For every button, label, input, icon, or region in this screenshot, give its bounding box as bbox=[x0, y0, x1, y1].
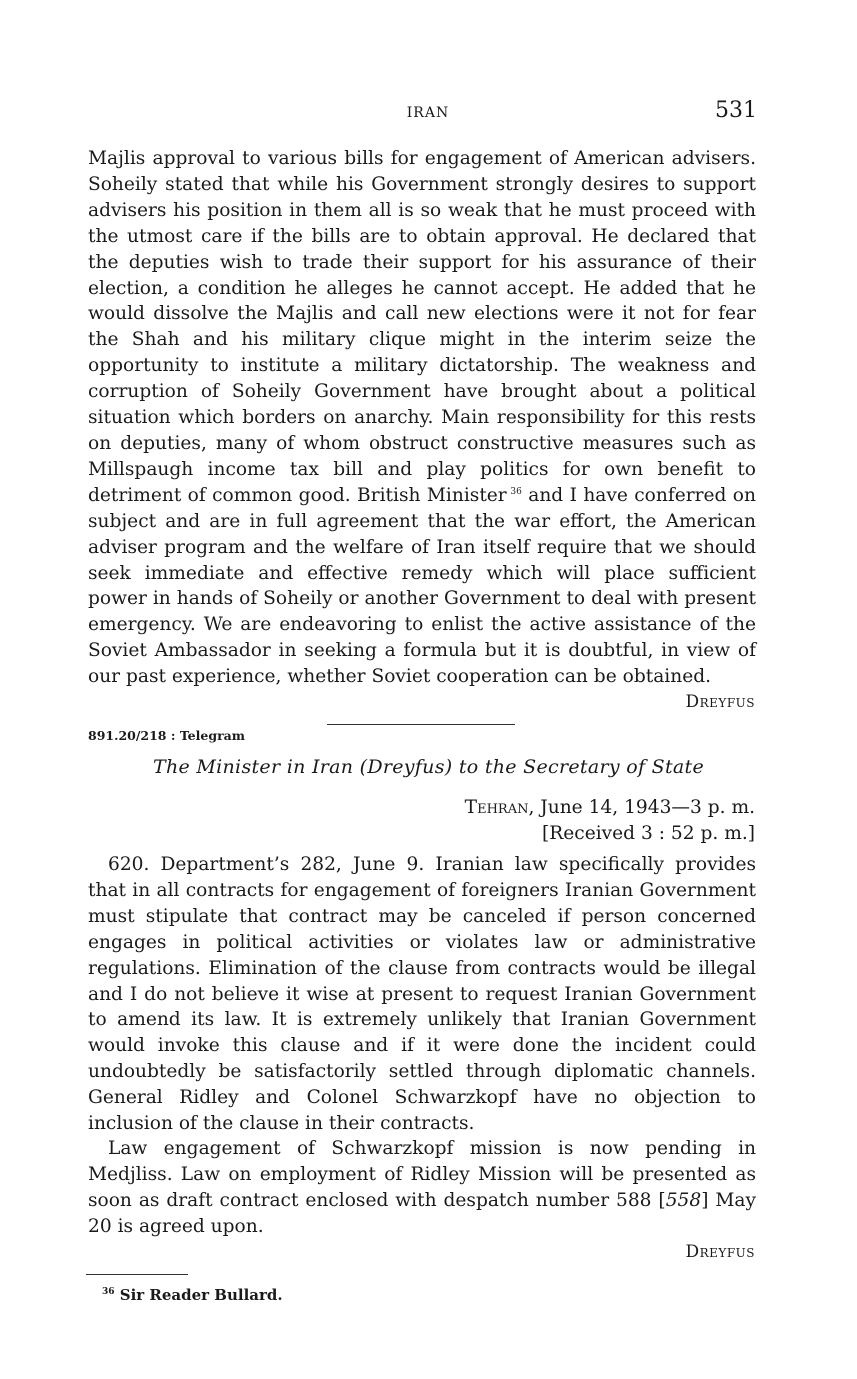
page-number: 531 bbox=[715, 98, 757, 123]
telegram-paragraph-2 bbox=[88, 1136, 756, 1240]
telegram-paragraph-2-end: ] May 20 is agreed upon. bbox=[88, 1189, 756, 1237]
section-separator bbox=[327, 724, 515, 725]
running-head bbox=[0, 98, 857, 128]
file-reference: 891.20/218 : Telegram bbox=[88, 728, 245, 743]
footnote-reference[interactable]: 36 bbox=[510, 486, 522, 497]
dateline-date: , June 14, 1943—3 p. m. bbox=[528, 797, 755, 818]
dateline bbox=[465, 797, 755, 818]
footnote-rule bbox=[86, 1274, 188, 1275]
signature-first: Dreyfus bbox=[685, 692, 755, 712]
telegram-paragraph-2-text: Law engagement of Schwarzkopf mission is now pending in Medjliss. Law on employment of Ridley Mission will be presented as soon as draft contract enclosed with despatch number 588 [ bbox=[88, 1138, 756, 1211]
document-title: The Minister in Iran (Dreyfus) to the Secretary of State bbox=[153, 756, 704, 778]
running-title: IRAN bbox=[406, 105, 450, 121]
despatch-correction: 558 bbox=[665, 1189, 702, 1211]
first-paragraph-text: Majlis approval to various bills for engagement of American advisers. Soheily stated that while his Government strongly desires to support advisers his position in them all is so weak that he must proceed with the utmost care if the bills are to obtain approval. He declared that the deputies wish to trade their support for his assurance of their election, a condition he alleges he cannot accept. He added that he would dissolve the Majlis and call new elections were it not for fear the Shah and his military clique might in the interim seize the opportunity to institute a military dictatorship. The weakness and corruption of Soheily Government have brought about a political situation which borders on anarchy. Main responsibility for this rests on deputies, many of whom obstruct constructive measures such as Millspaugh income tax bill and play politics for own benefit to detriment of common good. British Minister bbox=[88, 148, 756, 506]
first-paragraph-text-continued: and I have conferred on subject and are in full agreement that the war effort, the American adviser program and the welfare of Iran itself require that we should seek immediate and effective remedy which will place sufficient power in hands of Soheily or another Government to deal with present emergency. We are endeavoring to enlist the active assistance of the Soviet Ambassador in seeking a formula but it is doubtful, in view of our past experience, whether Soviet cooperation can be obtained. bbox=[88, 484, 756, 688]
telegram-paragraph-1: 620. Department’s 282, June 9. Iranian law specifically provides that in all contracts for engagement of foreigners Iranian Government must stipulate that contract may be canceled if person concerned engages in political activities or violates law or administrative regulations. Elimination of the clause from contracts would be illegal and I do not believe it wise at present to request Iranian Government to amend its law. It is extremely unlikely that Iranian Government would invoke this clause and if it were done the incident could undoubtedly be satisfactorily settled through diplomatic channels. General Ridley and Colonel Schwarzkopf have no objection to inclusion of the clause in their contracts. bbox=[88, 854, 756, 1135]
signature-telegram: Dreyfus bbox=[685, 1242, 755, 1262]
dateline-place: Tehran bbox=[464, 797, 529, 818]
footnote-text: Sir Reader Bullard. bbox=[114, 1286, 283, 1304]
first-paragraph bbox=[88, 146, 756, 690]
received-time: [Received 3 : 52 p. m.] bbox=[542, 823, 755, 844]
footnote-number: 36 bbox=[102, 1287, 115, 1297]
footnote bbox=[102, 1286, 283, 1304]
